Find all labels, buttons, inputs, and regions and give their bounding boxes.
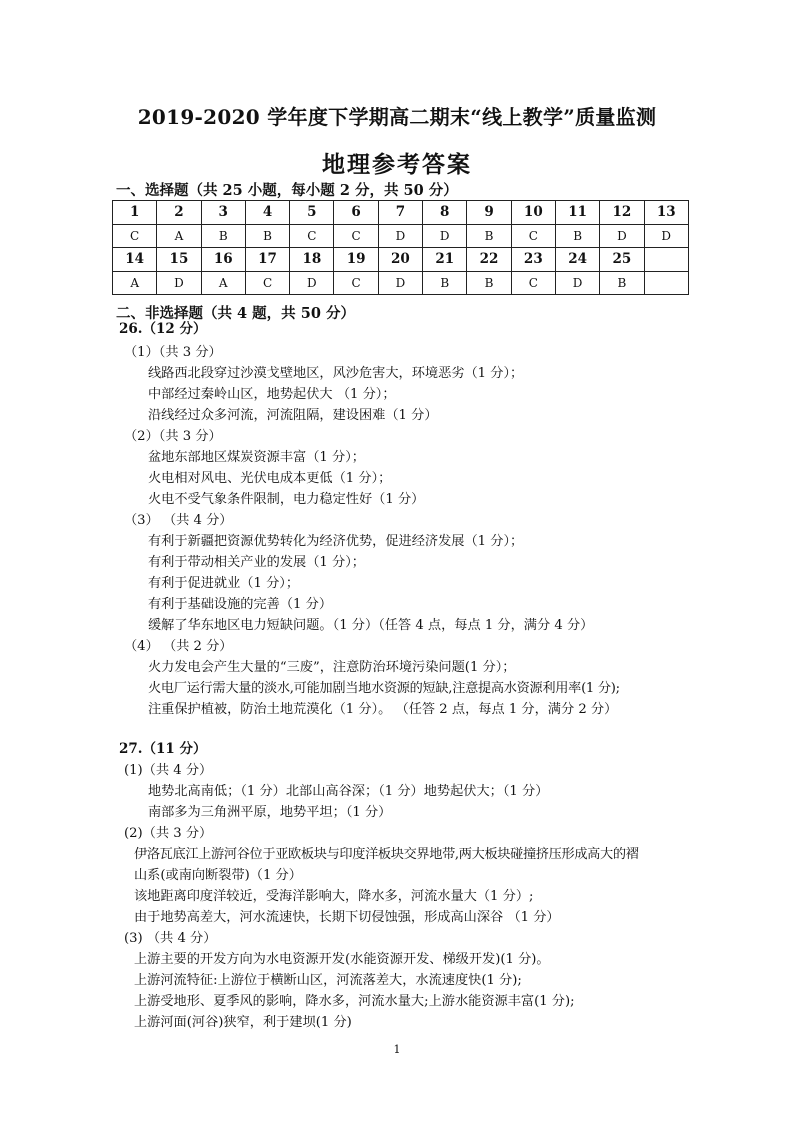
question-number-cell: 9 [467,201,511,225]
question-number-cell: 19 [334,248,378,272]
question-number-cell: 3 [201,201,245,225]
answer-cell: C [245,271,289,295]
answer-cell: B [201,224,245,248]
question-number-cell: 15 [157,248,201,272]
q26-part4-heading: （4） （共 2 分） [124,639,233,654]
question-number-cell [644,248,688,272]
question-number-row [113,201,689,225]
answer-cell: C [290,224,334,248]
answer-row [113,271,689,295]
answer-cell: A [157,224,201,248]
question-number-cell: 6 [334,201,378,225]
question-26-heading: 26.（12 分） [119,321,207,337]
q26-part2-line: 火电不受气象条件限制，电力稳定性好（1 分） [148,492,425,507]
question-number-cell: 18 [290,248,334,272]
question-number-cell: 20 [378,248,422,272]
question-number-cell: 8 [423,201,467,225]
answer-cell: A [113,271,157,295]
answer-cell: D [378,271,422,295]
page-subtitle: 地理参考答案 [322,151,472,178]
page-number: 1 [393,1043,401,1056]
q26-part4-line: 火电厂运行需大量的淡水,可能加剧当地水资源的短缺,注意提高水资源利用率(1 分); [148,681,620,696]
question-number-cell: 4 [245,201,289,225]
q27-part1-line: 地势北高南低；（1 分）北部山高谷深；（1 分）地势起伏大；（1 分） [148,784,549,799]
section-1-heading: 一、选择题（共 25 小题，每小题 2 分，共 50 分） [116,182,458,199]
q27-part2-heading: (2)（共 3 分） [124,826,213,841]
q26-part2-line: 火电相对风电、光伏电成本更低（1 分）； [148,471,392,486]
q26-part3-line: 有利于基础设施的完善（1 分） [148,597,333,612]
answer-cell: D [555,271,599,295]
q26-part4-line: 注重保护植被，防治土地荒漠化（1 分）。 （任答 2 点，每点 1 分，满分 2 分） [148,702,618,717]
question-number-cell: 13 [644,201,688,225]
answer-row [113,224,689,248]
answer-cell: D [157,271,201,295]
q26-part2-line: 盆地东部地区煤炭资源丰富（1 分）； [148,450,365,465]
answer-cell: B [423,271,467,295]
q27-part3-heading: (3) （共 4 分） [124,931,217,946]
answer-cell: C [511,224,555,248]
q26-part3-line: 缓解了华东地区电力短缺问题。（1 分）（任答 4 点，每点 1 分，满分 4 分） [148,618,594,633]
answer-table [112,200,689,295]
q27-part2-line: 该地距离印度洋较近，受海洋影响大，降水多，河流水量大（1 分）; [134,889,534,904]
q27-part3-line: 上游主要的开发方向为水电资源开发(水能资源开发、梯级开发)(1 分)。 [134,952,550,967]
q26-part1-line: 中部经过秦岭山区，地势起伏大 （1 分）； [148,387,396,402]
question-number-cell: 17 [245,248,289,272]
question-number-cell: 10 [511,201,555,225]
question-number-cell: 11 [555,201,599,225]
page-title: 2019-2020 学年度下学期高二期末“线上教学”质量监测 [137,105,657,129]
question-27-heading: 27.（11 分） [119,741,207,757]
answer-cell: C [113,224,157,248]
question-number-cell: 5 [290,201,334,225]
question-number-cell: 21 [423,248,467,272]
question-number-cell: 23 [511,248,555,272]
q27-part3-line: 上游河面(河谷)狭窄，利于建坝(1 分) [134,1015,352,1030]
q26-part3-line: 有利于新疆把资源优势转化为经济优势，促进经济发展（1 分）； [148,534,524,549]
answer-cell: C [334,224,378,248]
q26-part4-line: 火力发电会产生大量的“三废”，注意防治环境污染问题(1 分）； [148,660,516,675]
q26-part3-line: 有利于带动相关产业的发展（1 分）； [148,555,365,570]
question-number-cell: 14 [113,248,157,272]
answer-cell: B [245,224,289,248]
answer-cell: D [644,224,688,248]
question-number-cell: 7 [378,201,422,225]
answer-cell: D [378,224,422,248]
q27-part3-line: 上游受地形、夏季风的影响，降水多，河流水量大;上游水能资源丰富(1 分); [134,994,575,1009]
section-2-heading: 二、非选择题（共 4 题，共 50 分） [116,305,355,322]
q26-part1-heading: （1）（共 3 分） [124,345,222,360]
answer-cell: D [290,271,334,295]
q26-part3-line: 有利于促进就业（1 分）； [148,576,300,591]
answer-cell: B [467,224,511,248]
answer-cell: D [423,224,467,248]
answer-cell: B [600,271,644,295]
question-number-cell: 25 [600,248,644,272]
q26-part2-heading: （2）（共 3 分） [124,429,222,444]
answer-cell: C [334,271,378,295]
answer-cell: D [600,224,644,248]
answer-cell: C [511,271,555,295]
question-number-cell: 1 [113,201,157,225]
q27-part1-line: 南部多为三角洲平原，地势平坦；（1 分） [148,805,392,820]
q26-part3-heading: （3） （共 4 分） [124,513,233,528]
question-number-cell: 2 [157,201,201,225]
question-number-cell: 16 [201,248,245,272]
q27-part1-heading: (1)（共 4 分） [124,763,213,778]
answer-cell [644,271,688,295]
q27-part2-line: 山系(或南向断裂带)（1 分） [134,868,302,883]
q26-part1-line: 线路西北段穿过沙漠戈壁地区，风沙危害大，环境恶劣（1 分）； [148,366,524,381]
question-number-cell: 24 [555,248,599,272]
answer-cell: B [467,271,511,295]
question-number-cell: 12 [600,201,644,225]
question-number-row [113,248,689,272]
q26-part1-line: 沿线经过众多河流，河流阻隔，建设困难（1 分） [148,408,438,423]
answer-cell: A [201,271,245,295]
q27-part2-line: 由于地势高差大，河水流速快，长期下切侵蚀强，形成高山深谷 （1 分） [134,910,560,925]
question-number-cell: 22 [467,248,511,272]
q27-part3-line: 上游河流特征:上游位于横断山区，河流落差大，水流速度快(1 分); [134,973,522,988]
q27-part2-line: 伊洛瓦底江上游河谷位于亚欧板块与印度洋板块交界地带,两大板块碰撞挤压形成高大的褶 [134,847,639,862]
answer-cell: B [555,224,599,248]
